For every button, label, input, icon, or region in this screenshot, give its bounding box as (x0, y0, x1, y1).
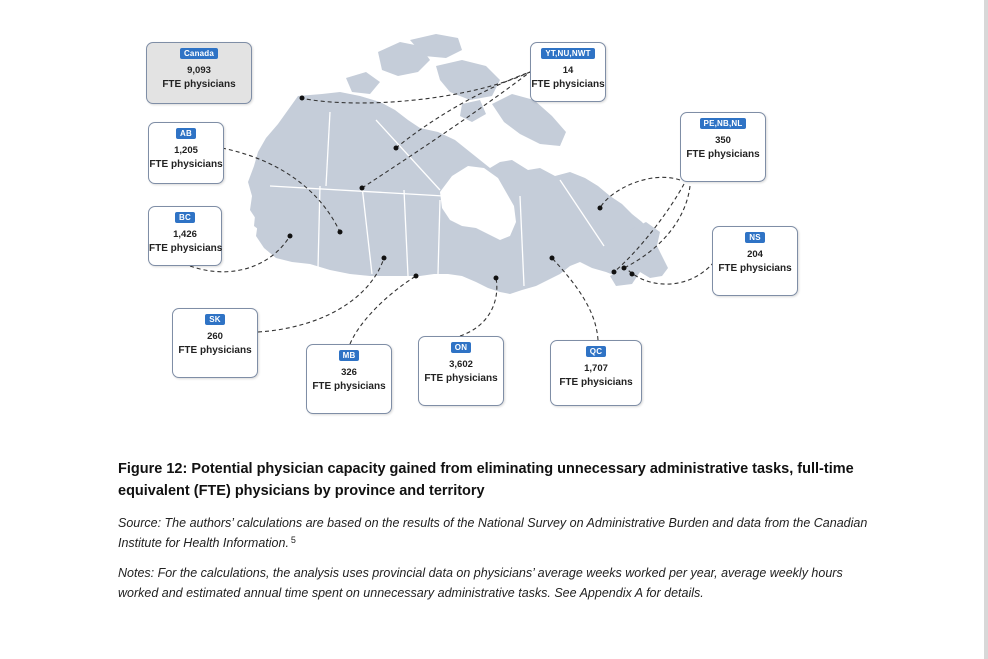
region-value: 3,602 (449, 359, 473, 370)
leader-ab (222, 148, 340, 232)
region-badge: Canada (180, 48, 218, 59)
marker-nb (612, 270, 617, 275)
marker-nl (622, 266, 627, 271)
marker-qc (550, 256, 555, 261)
callout-on (418, 336, 504, 406)
unit-label: FTE physicians (149, 159, 223, 170)
unit-label: FTE physicians (149, 243, 223, 254)
callout-ns (712, 226, 798, 296)
region-value: 14 (562, 65, 574, 76)
marker-ab (338, 230, 343, 235)
marker-nu (394, 146, 399, 151)
marker-pe (598, 206, 603, 211)
region-value: 1,205 (174, 145, 198, 156)
region-badge: NS (745, 232, 765, 243)
callout-ab (148, 122, 224, 184)
unit-label: FTE physicians (178, 345, 252, 356)
callout-qc (550, 340, 642, 406)
figure-source (118, 513, 878, 553)
region-value: 326 (341, 367, 357, 378)
leader-on (460, 278, 497, 336)
source-text: Source: The authors’ calculations are based on the results of the National Survey on Administrative Burden and data from the Canadian Institute for Health Information. (118, 516, 868, 550)
region-badge: YT,NU,NWT (541, 48, 594, 59)
callout-pe-nb-nl (680, 112, 766, 182)
figure-caption: Figure 12: Potential physician capacity gained from eliminating unnecessary administrative tasks, full-time equivalent (FTE) physicians by province and territory (118, 461, 854, 499)
unit-label: FTE physicians (559, 377, 633, 388)
page-edge (984, 0, 988, 659)
callout-yt-nu-nwt (530, 42, 606, 102)
region-badge: PE,NB,NL (700, 118, 747, 129)
region-badge: AB (176, 128, 196, 139)
unit-label: FTE physicians (718, 263, 792, 274)
leader-nwt (362, 72, 530, 188)
leader-pe (600, 177, 680, 208)
marker-sk (382, 256, 387, 261)
unit-label: FTE physicians (531, 79, 605, 90)
leader-canada (300, 72, 530, 103)
leader-yt (396, 72, 530, 148)
unit-label: FTE physicians (162, 79, 236, 90)
unit-label: FTE physicians (312, 381, 386, 392)
figure-notes: Notes: For the calculations, the analysis uses provincial data on physicians’ average weeks worked per year, average weekly hours worked and estimated annual time spent on unnecessary administrative tasks. See Appendix A for details. (118, 566, 843, 600)
leader-mb (350, 276, 416, 344)
leader-nl (624, 186, 690, 268)
region-value: 350 (715, 135, 731, 146)
region-badge: BC (175, 212, 195, 223)
callout-sk (172, 308, 258, 378)
marker-ns (630, 272, 635, 277)
marker-bc (288, 234, 293, 239)
callout-canada (146, 42, 252, 104)
callout-mb (306, 344, 392, 414)
region-value: 1,707 (584, 363, 608, 374)
region-badge: MB (339, 350, 360, 361)
region-badge: ON (451, 342, 471, 353)
leader-qc (552, 258, 598, 340)
unit-label: FTE physicians (686, 149, 760, 160)
region-value: 1,426 (173, 229, 197, 240)
marker-mb (414, 274, 419, 279)
leader-sk (258, 258, 384, 332)
region-value: 260 (207, 331, 223, 342)
region-value: 9,093 (187, 65, 211, 76)
leader-ns (628, 262, 714, 284)
region-badge: QC (586, 346, 606, 357)
source-footnote-ref: 5 (290, 535, 296, 545)
callout-bc (148, 206, 222, 266)
marker-on (494, 276, 499, 281)
marker-yt (300, 96, 305, 101)
unit-label: FTE physicians (424, 373, 498, 384)
region-badge: SK (205, 314, 225, 325)
region-value: 204 (747, 249, 763, 260)
marker-nwt (360, 186, 365, 191)
